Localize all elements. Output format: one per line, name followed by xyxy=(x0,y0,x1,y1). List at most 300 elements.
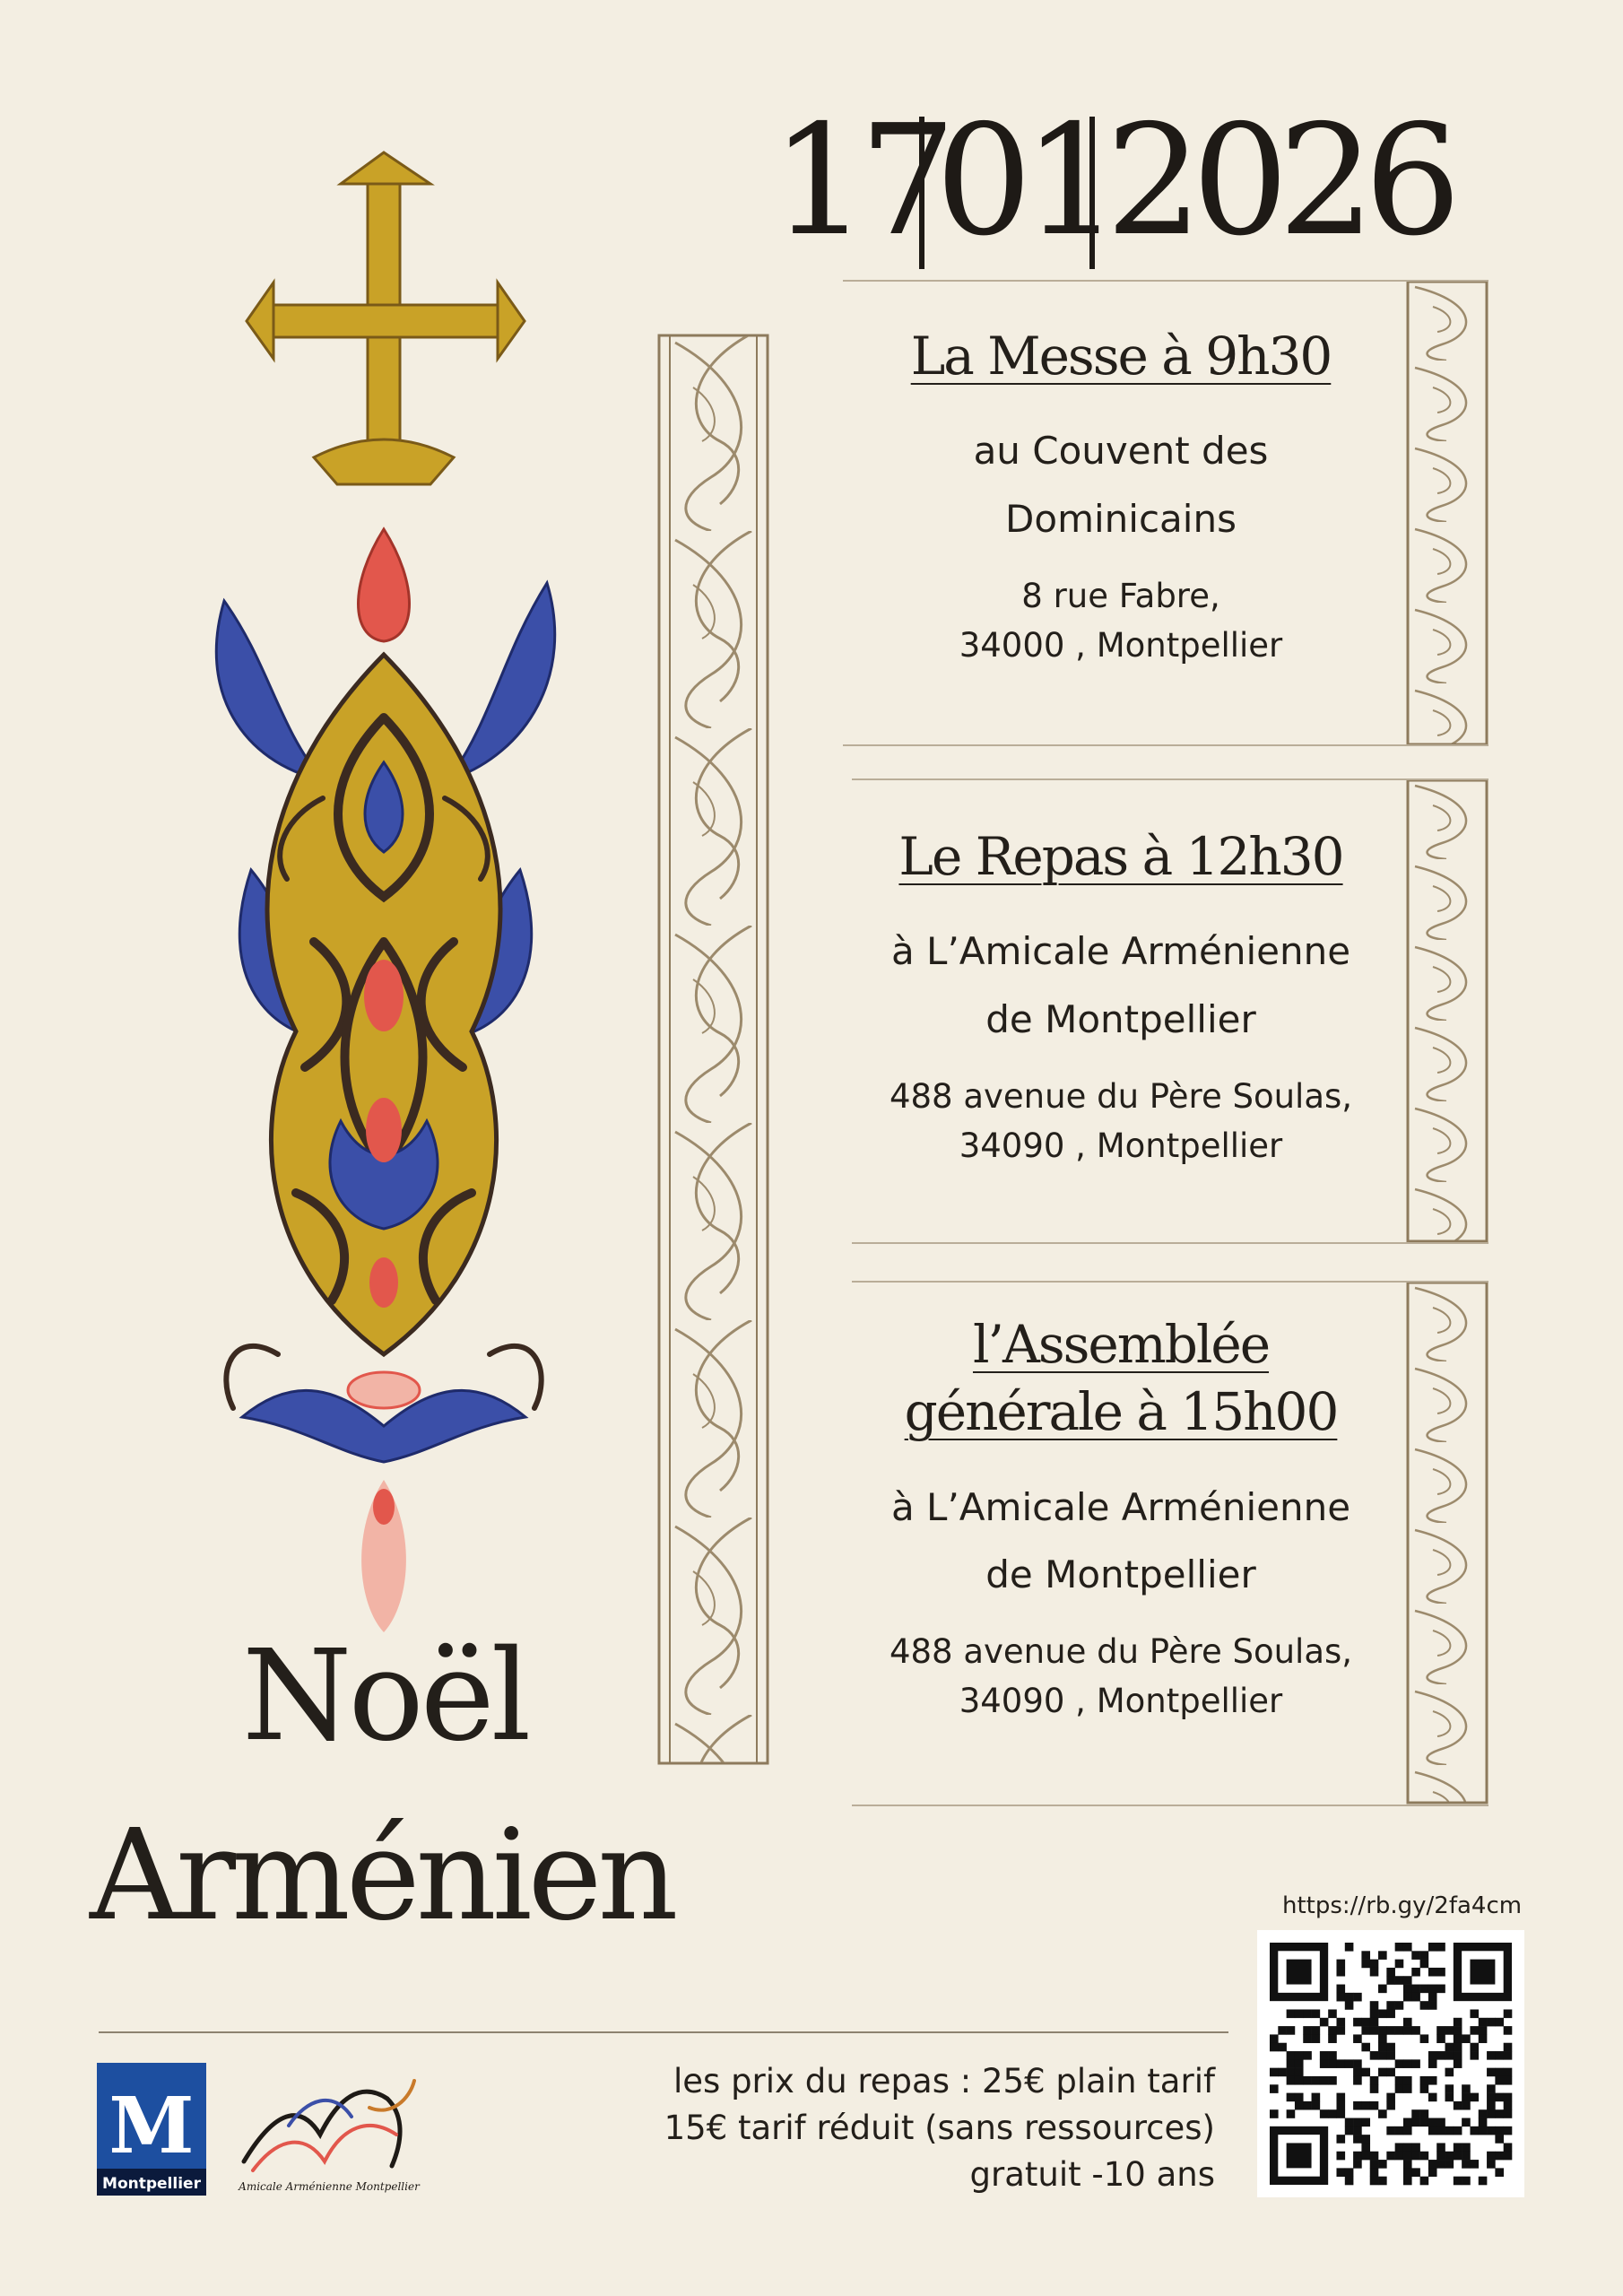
date-year: 2026 xyxy=(1106,99,1451,270)
section-address xyxy=(843,571,1399,671)
qr-module xyxy=(1504,2009,1513,2018)
qr-module xyxy=(1504,2043,1513,2052)
qr-module xyxy=(1361,2068,1370,2077)
qr-module xyxy=(1361,2018,1370,2027)
qr-module xyxy=(1436,2160,1445,2169)
qr-module xyxy=(1395,1943,1404,1952)
qr-module xyxy=(1454,2143,1462,2152)
qr-module xyxy=(1328,2109,1337,2118)
qr-module xyxy=(1287,2051,1296,2060)
qr-module xyxy=(1504,2076,1513,2085)
address-line: 34000 , Montpellier xyxy=(959,626,1283,665)
venue-line: au Couvent des xyxy=(973,429,1269,474)
price-line: gratuit -10 ans xyxy=(969,2154,1215,2194)
qr-module xyxy=(1403,2076,1412,2085)
qr-module xyxy=(1386,2152,1395,2161)
qr-module xyxy=(1353,1993,1362,2002)
qr-module xyxy=(1353,2059,1362,2068)
section-title xyxy=(843,1311,1399,1447)
qr-module xyxy=(1462,2177,1471,2186)
qr-module xyxy=(1295,2051,1304,2060)
qr-module xyxy=(1454,2043,1462,2052)
qr-module xyxy=(1270,2109,1279,2118)
qr-module xyxy=(1436,1943,1445,1952)
qr-module xyxy=(1487,2126,1496,2135)
footer-divider xyxy=(99,2031,1228,2033)
qr-code-icon[interactable] xyxy=(1257,1930,1524,2197)
qr-module xyxy=(1403,2168,1412,2177)
qr-module xyxy=(1479,2018,1488,2027)
meal-prices xyxy=(664,2058,1215,2197)
armenian-cross-ornament-icon xyxy=(161,135,628,1659)
qr-module xyxy=(1470,2043,1479,2052)
qr-module xyxy=(1487,2068,1496,2077)
qr-module xyxy=(1336,2109,1345,2118)
qr-module xyxy=(1370,2001,1379,2010)
qr-module xyxy=(1479,2177,1488,2186)
qr-module xyxy=(1420,1960,1429,1969)
qr-module xyxy=(1403,2059,1412,2068)
qr-module xyxy=(1428,2001,1437,2010)
qr-module xyxy=(1370,2160,1379,2169)
qr-module xyxy=(1445,2051,1454,2060)
qr-module xyxy=(1462,2084,1471,2093)
qr-module xyxy=(1345,1993,1354,2002)
qr-module xyxy=(1320,2051,1329,2060)
date-day: 17 xyxy=(771,99,948,270)
title-line: l’Assemblée xyxy=(972,1314,1270,1375)
qr-module xyxy=(1361,2152,1370,2161)
qr-module xyxy=(1395,1960,1404,1969)
qr-module xyxy=(1336,2026,1345,2035)
qr-module xyxy=(1420,2177,1429,2186)
qr-module xyxy=(1395,2126,1404,2135)
qr-module xyxy=(1504,2093,1513,2102)
qr-module xyxy=(1411,1985,1420,1994)
divider xyxy=(843,280,1488,282)
qr-module xyxy=(1336,2168,1345,2177)
qr-module xyxy=(1495,2093,1504,2102)
qr-module xyxy=(1320,2018,1329,2027)
qr-module xyxy=(1487,2093,1496,2102)
qr-module xyxy=(1487,2152,1496,2161)
address-line: 34090 , Montpellier xyxy=(959,1126,1283,1166)
qr-module xyxy=(1328,2026,1337,2035)
qr-code-graphic xyxy=(1257,1930,1524,2197)
qr-module xyxy=(1353,2034,1362,2043)
qr-module xyxy=(1445,2068,1454,2077)
qr-module xyxy=(1420,1951,1429,1960)
qr-module xyxy=(1345,2001,1354,2010)
decorative-border xyxy=(1406,778,1488,1243)
qr-module xyxy=(1312,2026,1321,2035)
qr-module xyxy=(1303,2026,1312,2035)
qr-module xyxy=(1303,2051,1312,2060)
qr-module xyxy=(1303,2009,1312,2018)
qr-module xyxy=(1361,2043,1370,2052)
qr-module xyxy=(1495,2018,1504,2027)
qr-module xyxy=(1328,2009,1337,2018)
qr-module xyxy=(1378,2034,1387,2043)
qr-module xyxy=(1403,2118,1412,2127)
qr-module xyxy=(1470,2093,1479,2102)
qr-module xyxy=(1411,1968,1420,1977)
qr-module xyxy=(1345,2126,1354,2135)
qr-module xyxy=(1436,1985,1445,1994)
section-address xyxy=(843,1072,1399,1171)
qr-module xyxy=(1504,2026,1513,2035)
qr-module xyxy=(1411,2059,1420,2068)
qr-module xyxy=(1345,1943,1354,1952)
title-noel: Noël xyxy=(242,1623,528,1770)
qr-module xyxy=(1428,2118,1437,2127)
divider xyxy=(852,1242,1488,1244)
qr-module xyxy=(1479,2109,1488,2118)
qr-module xyxy=(1436,2143,1445,2152)
qr-module xyxy=(1395,2059,1404,2068)
qr-module xyxy=(1370,2152,1379,2161)
qr-module xyxy=(1361,2101,1370,2110)
qr-module xyxy=(1370,2026,1379,2035)
qr-module xyxy=(1411,2026,1420,2035)
venue-line: de Montpellier xyxy=(985,1552,1256,1597)
qr-module xyxy=(1403,1976,1412,1985)
qr-module xyxy=(1312,2093,1321,2102)
qr-module xyxy=(1386,2043,1395,2052)
qr-module xyxy=(1287,2009,1296,2018)
qr-module xyxy=(1428,2059,1437,2068)
qr-module xyxy=(1479,2034,1488,2043)
qr-module xyxy=(1411,2143,1420,2152)
qr-module xyxy=(1295,2076,1304,2085)
qr-module xyxy=(1353,2068,1362,2077)
qr-module xyxy=(1462,2034,1471,2043)
qr-module xyxy=(1411,2109,1420,2118)
qr-module xyxy=(1420,2034,1429,2043)
qr-module xyxy=(1386,2009,1395,2018)
qr-module xyxy=(1420,2001,1429,2010)
qr-module xyxy=(1436,2126,1445,2135)
qr-module xyxy=(1270,2084,1279,2093)
qr-module xyxy=(1395,2152,1404,2161)
qr-module xyxy=(1345,2118,1354,2127)
qr-module xyxy=(1420,2109,1429,2118)
qr-module xyxy=(1462,2143,1471,2152)
qr-module xyxy=(1353,2135,1362,2144)
qr-module xyxy=(1378,1985,1387,1994)
qr-module xyxy=(1462,2152,1471,2161)
decorative-border xyxy=(1406,280,1488,746)
qr-module xyxy=(1395,2084,1404,2093)
venue-line: Dominicains xyxy=(1005,496,1237,541)
qr-module xyxy=(1278,2026,1287,2035)
qr-module xyxy=(1378,2160,1387,2169)
qr-module xyxy=(1504,2068,1513,2077)
qr-module xyxy=(1403,2026,1412,2035)
qr-module xyxy=(1378,2009,1387,2018)
qr-module xyxy=(1420,2084,1429,2093)
section-title: La Messe à 9h30 xyxy=(910,326,1332,387)
logo-name: Montpellier xyxy=(102,2175,201,2193)
qr-module xyxy=(1345,2059,1354,2068)
qr-module xyxy=(1445,2093,1454,2102)
qr-module xyxy=(1470,2051,1479,2060)
amicale-name: Amicale Arménienne Montpellier xyxy=(239,2180,420,2193)
qr-module xyxy=(1378,2026,1387,2035)
qr-module xyxy=(1462,2101,1471,2110)
qr-module xyxy=(1454,2018,1462,2027)
qr-module xyxy=(1295,2068,1304,2077)
qr-module xyxy=(1454,2152,1462,2161)
qr-module xyxy=(1353,2118,1362,2127)
qr-module xyxy=(1428,1985,1437,1994)
qr-module xyxy=(1428,2051,1437,2060)
qr-module xyxy=(1386,2001,1395,2010)
qr-module xyxy=(1287,2109,1296,2118)
qr-module xyxy=(1470,2009,1479,2018)
qr-module xyxy=(1353,2152,1362,2161)
qr-module xyxy=(1353,2101,1362,2110)
qr-module xyxy=(1454,2177,1462,2186)
qr-module xyxy=(1370,1968,1379,1977)
qr-module xyxy=(1411,2152,1420,2161)
qr-finder xyxy=(1287,1960,1312,1985)
qr-module xyxy=(1428,2168,1437,2177)
qr-module xyxy=(1504,2152,1513,2161)
qr-module xyxy=(1479,2126,1488,2135)
qr-module xyxy=(1386,1968,1395,1977)
qr-module xyxy=(1436,2118,1445,2127)
qr-module xyxy=(1336,1960,1345,1969)
qr-module xyxy=(1370,2051,1379,2060)
qr-module xyxy=(1386,2093,1395,2102)
qr-module xyxy=(1454,2051,1462,2060)
qr-module xyxy=(1403,2152,1412,2161)
qr-module xyxy=(1487,2051,1496,2060)
section-venue xyxy=(843,1474,1399,1609)
qr-module xyxy=(1403,2160,1412,2169)
qr-module xyxy=(1386,2101,1395,2110)
qr-module xyxy=(1495,2051,1504,2060)
decorative-border xyxy=(657,334,769,1765)
qr-module xyxy=(1428,2076,1437,2085)
qr-module xyxy=(1370,2009,1379,2018)
qr-module xyxy=(1462,2160,1471,2169)
qr-module xyxy=(1370,1960,1379,1969)
qr-module xyxy=(1378,2068,1387,2077)
qr-module xyxy=(1295,2093,1304,2102)
qr-module xyxy=(1345,2168,1354,2177)
qr-module xyxy=(1328,2051,1337,2060)
qr-finder xyxy=(1287,2143,1312,2168)
qr-module xyxy=(1495,2135,1504,2144)
qr-module xyxy=(1370,2018,1379,2027)
qr-module xyxy=(1353,2076,1362,2085)
qr-module xyxy=(1353,2160,1362,2169)
qr-module xyxy=(1445,2084,1454,2093)
qr-module xyxy=(1295,2101,1304,2110)
qr-module xyxy=(1361,2118,1370,2127)
address-line: 488 avenue du Père Soulas, xyxy=(889,1076,1353,1116)
qr-module xyxy=(1462,2118,1471,2127)
qr-module xyxy=(1378,1951,1387,1960)
qr-module xyxy=(1436,2034,1445,2043)
qr-module xyxy=(1370,2168,1379,2177)
qr-module xyxy=(1411,2168,1420,2177)
qr-module xyxy=(1353,2126,1362,2135)
qr-module xyxy=(1386,2126,1395,2135)
venue-line: de Montpellier xyxy=(985,996,1256,1041)
qr-module xyxy=(1403,2143,1412,2152)
qr-module xyxy=(1287,2076,1296,2085)
section-venue xyxy=(843,918,1399,1053)
venue-line: à L’Amicale Arménienne xyxy=(890,929,1351,974)
qr-module xyxy=(1420,2076,1429,2085)
qr-module xyxy=(1287,2026,1296,2035)
qr-module xyxy=(1470,2160,1479,2169)
qr-module xyxy=(1395,2026,1404,2035)
amicale-logo xyxy=(235,2063,423,2197)
venue-line: à L’Amicale Arménienne xyxy=(890,1484,1351,1529)
qr-module xyxy=(1361,2135,1370,2144)
qr-module xyxy=(1312,2034,1321,2043)
qr-module xyxy=(1320,2059,1329,2068)
qr-module xyxy=(1370,2177,1379,2186)
qr-module xyxy=(1320,2109,1329,2118)
qr-module xyxy=(1336,2101,1345,2110)
section-address xyxy=(843,1627,1399,1726)
qr-module xyxy=(1353,2018,1362,2027)
divider xyxy=(852,778,1488,780)
qr-module xyxy=(1479,2026,1488,2035)
qr-module xyxy=(1378,2051,1387,2060)
qr-module xyxy=(1287,2093,1296,2102)
qr-module xyxy=(1436,2152,1445,2161)
qr-module xyxy=(1361,1960,1370,1969)
address-line: 488 avenue du Père Soulas, xyxy=(889,1631,1353,1671)
qr-module xyxy=(1295,2059,1304,2068)
qr-module xyxy=(1336,1993,1345,2002)
decorative-border xyxy=(1406,1281,1488,1805)
event-date xyxy=(771,99,1488,278)
divider xyxy=(852,1281,1488,1283)
qr-module xyxy=(1428,1993,1437,2002)
qr-module xyxy=(1312,2009,1321,2018)
title-armenien: Arménien xyxy=(90,1803,674,1949)
qr-module xyxy=(1470,2026,1479,2035)
qr-module xyxy=(1336,1985,1345,1994)
qr-module xyxy=(1386,2026,1395,2035)
qr-module xyxy=(1445,2152,1454,2161)
section-title: Le Repas à 12h30 xyxy=(898,826,1343,887)
qr-module xyxy=(1395,1976,1404,1985)
qr-module xyxy=(1420,1985,1429,1994)
section-venue xyxy=(843,417,1399,552)
qr-module xyxy=(1454,2034,1462,2043)
divider xyxy=(852,1805,1488,1806)
qr-module xyxy=(1445,2126,1454,2135)
qr-module xyxy=(1487,2101,1496,2110)
qr-module xyxy=(1428,1968,1437,1977)
price-line: 15€ tarif réduit (sans ressources) xyxy=(664,2108,1215,2147)
qr-module xyxy=(1336,2018,1345,2027)
address-line: 34090 , Montpellier xyxy=(959,1682,1283,1721)
qr-module xyxy=(1403,2018,1412,2027)
qr-module xyxy=(1403,2177,1412,2186)
qr-module xyxy=(1462,2093,1471,2102)
qr-module xyxy=(1336,1968,1345,1977)
qr-module xyxy=(1428,1943,1437,1952)
qr-module xyxy=(1303,2034,1312,2043)
qr-module xyxy=(1487,2109,1496,2118)
qr-module xyxy=(1504,2051,1513,2060)
qr-module xyxy=(1445,2026,1454,2035)
qr-module xyxy=(1403,1985,1412,1994)
qr-module xyxy=(1428,2160,1437,2169)
qr-module xyxy=(1312,2076,1321,2085)
qr-module xyxy=(1411,2118,1420,2127)
qr-module xyxy=(1336,2059,1345,2068)
qr-module xyxy=(1428,2093,1437,2102)
qr-module xyxy=(1278,2043,1287,2052)
qr-module xyxy=(1278,2068,1287,2077)
qr-module xyxy=(1495,2126,1504,2135)
qr-module xyxy=(1386,1976,1395,1985)
qr-finder xyxy=(1470,1960,1495,1985)
qr-module xyxy=(1320,2076,1329,2085)
qr-module xyxy=(1345,2177,1354,2186)
qr-module xyxy=(1436,1968,1445,1977)
qr-module xyxy=(1378,2109,1387,2118)
logo-letter: M xyxy=(108,2081,195,2171)
qr-module xyxy=(1487,2018,1496,2027)
qr-module xyxy=(1504,2143,1513,2152)
qr-module xyxy=(1495,2152,1504,2161)
qr-module xyxy=(1445,2043,1454,2052)
qr-url[interactable]: https://rb.gy/2fa4cm xyxy=(1282,1892,1523,1919)
address-line: 8 rue Fabre, xyxy=(1021,576,1220,615)
qr-module xyxy=(1504,2126,1513,2135)
section-assembly xyxy=(843,1311,1399,1726)
qr-module xyxy=(1336,2093,1345,2102)
qr-module xyxy=(1411,1993,1420,2002)
qr-module xyxy=(1504,2101,1513,2110)
qr-module xyxy=(1287,2068,1296,2077)
qr-module xyxy=(1487,2160,1496,2169)
qr-module xyxy=(1378,2043,1387,2052)
montpellier-logo xyxy=(97,2063,206,2196)
qr-module xyxy=(1495,2168,1504,2177)
qr-module xyxy=(1454,2126,1462,2135)
qr-module xyxy=(1328,2076,1337,2085)
qr-module xyxy=(1445,2160,1454,2169)
qr-module xyxy=(1479,2118,1488,2127)
qr-module xyxy=(1370,2076,1379,2085)
qr-module xyxy=(1336,2152,1345,2161)
price-line: les prix du repas : 25€ plain tarif xyxy=(673,2062,1215,2100)
qr-module xyxy=(1470,2126,1479,2135)
qr-module xyxy=(1361,2143,1370,2152)
qr-module xyxy=(1495,2076,1504,2085)
qr-module xyxy=(1303,2076,1312,2085)
qr-module xyxy=(1495,2068,1504,2077)
qr-module xyxy=(1270,2043,1279,2052)
qr-module xyxy=(1403,2084,1412,2093)
qr-module xyxy=(1312,2101,1321,2110)
qr-module xyxy=(1303,2101,1312,2110)
qr-module xyxy=(1428,2126,1437,2135)
qr-module xyxy=(1403,1993,1412,2002)
